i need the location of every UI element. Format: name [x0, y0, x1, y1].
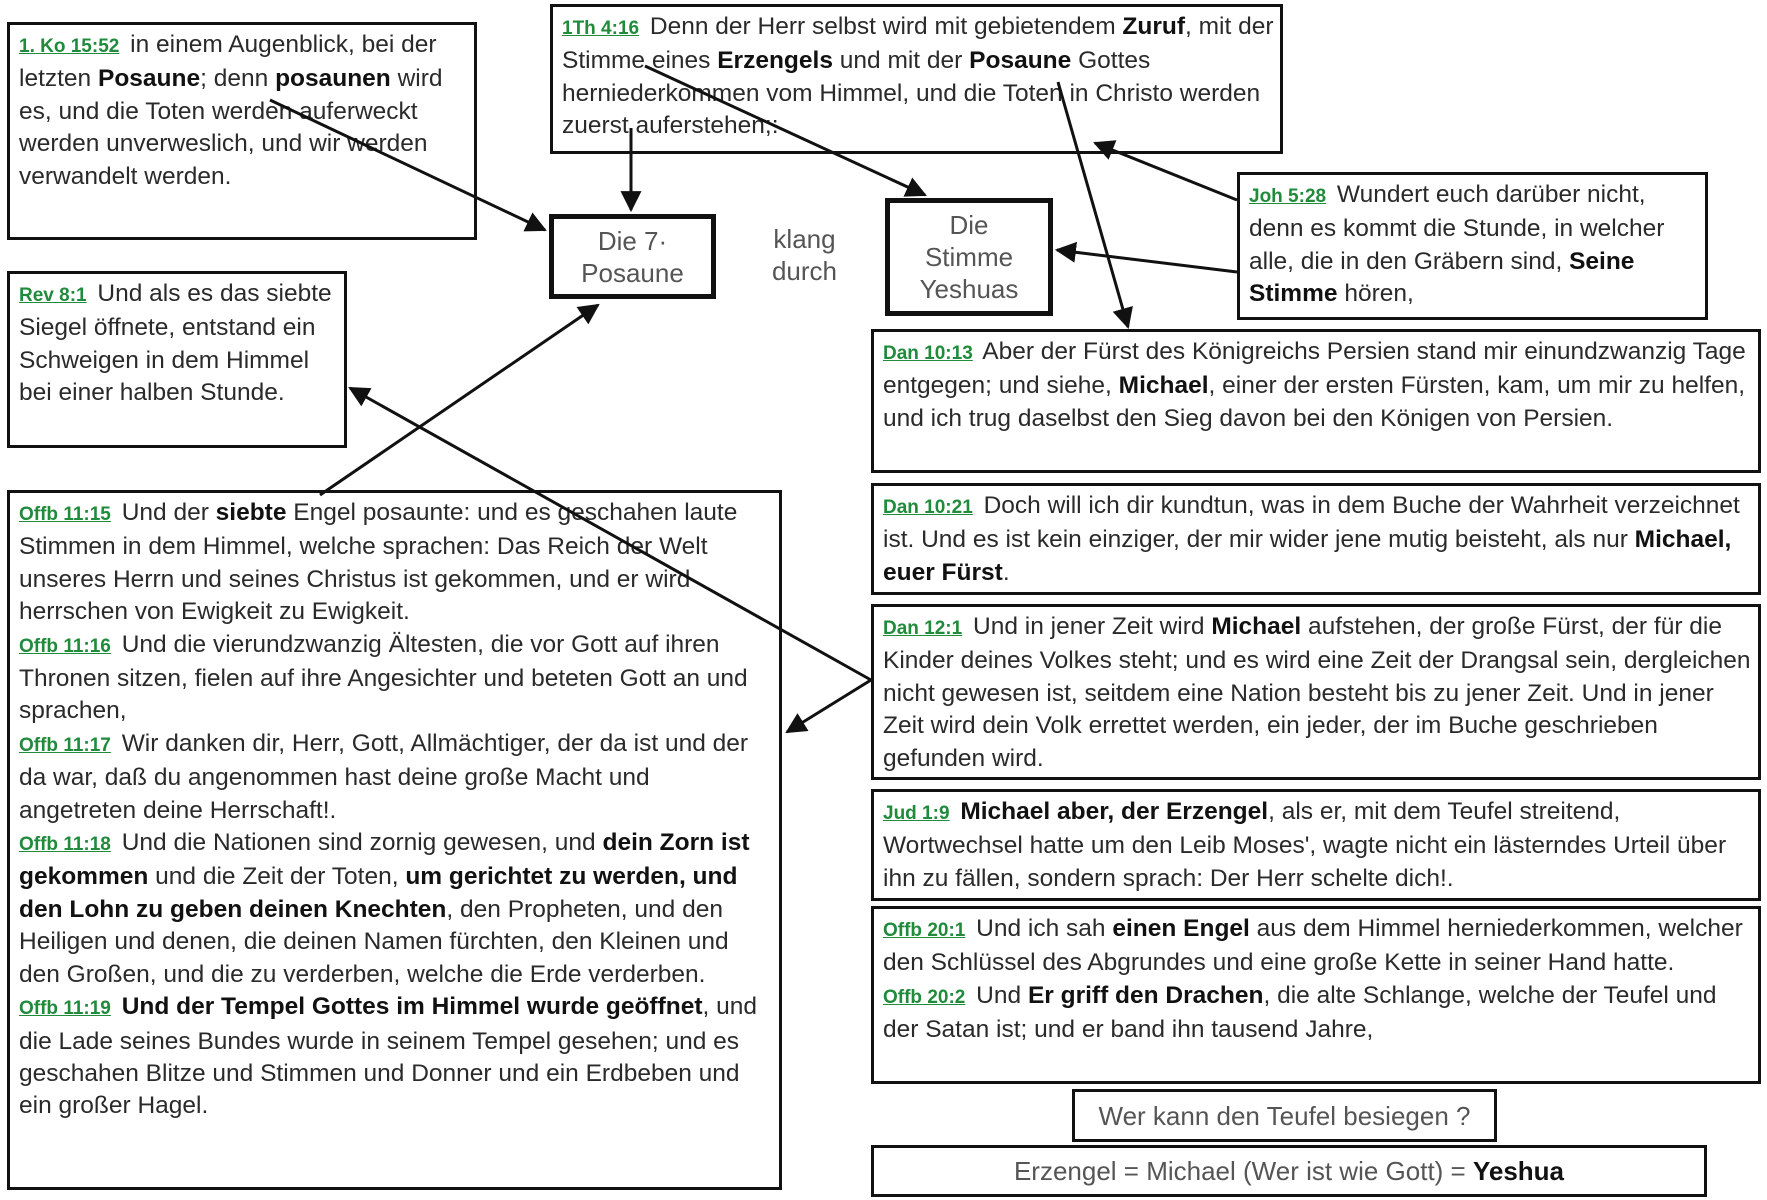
verse-ref-link[interactable]: Dan 12:1: [883, 618, 963, 639]
arrow-offb11-to-posaune: [320, 305, 598, 495]
node-die-stimme-yeshuas: Die Stimme Yeshuas: [885, 198, 1053, 316]
verse-box-1th-4-16: 1Th 4:16 Denn der Herr selbst wird mit gebietendem Zuruf, mit der Stimme eines Erzengels und mit der Posaune Gottes herniederkommen vom Himmel, und die Toten in Christo werden zuerst auferstehen;:: [550, 4, 1283, 154]
verse-ref-link[interactable]: Offb 11:18: [19, 834, 111, 856]
verse-box-offb-20: Offb 20:1 Und ich sah einen Engel aus dem Himmel herniederkommen, welcher den Schlüssel des Abgrundes und eine große Kette in seiner Hand hatte. Offb 20:2 Und Er griff den Drachen, die alte Schlange, welche der Teufel und der Satan ist; und er band ihn tausend Jahre,: [871, 906, 1761, 1084]
verse-box-rev-8-1: Rev 8:1 Und als es das siebte Siegel öffnete, entstand ein Schweigen in dem Himmel bei einer halben Stunde.: [7, 271, 347, 448]
verse-box-dan-10-13: Dan 10:13 Aber der Fürst des Königreichs Persien stand mir einundzwanzig Tage entgegen; und siehe, Michael, einer der ersten Fürsten, kam, um mir zu helfen, und ich trug daselbst den Sieg davon bei den Königen von Persien.: [871, 329, 1761, 473]
verse-ref-link[interactable]: Jud 1:9: [883, 803, 950, 824]
verse-box-offb-11: Offb 11:15 Und der siebte Engel posaunte: und es geschahen laute Stimmen in dem Himmel, welche sprachen: Das Reich der Welt unseres Herrn und seines Christus ist gekommen, und er wird herrschen von Ewigkeit zu Ewigkeit. Offb 11:16 Und die vierundzwanzig Ältesten, die vor Gott auf ihren Thronen sitzen, fielen auf ihre Angesichter und beteten Gott an und sprachen, Offb 11:17 Wir danken dir, Herr, Gott, Allmächtiger, der da ist und der da war, daß du angenommen hast deine große Macht und angetreten deine Herrschaft!. Offb 11:18 Und die Nationen sind zornig gewesen, und dein Zorn ist gekommen und die Zeit der Toten, um gerichtet zu werden, und den Lohn zu geben deinen Knechten, den Propheten, und den Heiligen und denen, die deinen Namen fürchten, den Kleinen und den Großen, und die zu verderben, welche die Erde verderben. Offb 11:19 Und der Tempel Gottes im Himmel wurde geöffnet, und die Lade seines Bundes wurde in seinem Tempel gesehen; und es geschahen Blitze und Stimmen und Donner und ein Erdbeben und ein großer Hagel.: [7, 490, 782, 1190]
verse-ref-link[interactable]: Rev 8:1: [19, 285, 87, 306]
node-die-7-posaune: Die 7· Posaune: [549, 214, 716, 299]
verse-ref-link[interactable]: Offb 11:19: [19, 998, 111, 1020]
arrow-dan121-to-offb11: [787, 680, 871, 732]
verse-ref-link[interactable]: Dan 10:13: [883, 343, 973, 364]
verse-ref-link[interactable]: Offb 11:16: [19, 635, 111, 657]
verse-ref-link[interactable]: 1Th 4:16: [562, 18, 640, 39]
verse-ref-link[interactable]: 1. Ko 15:52: [19, 36, 120, 57]
verse-box-joh-5-28: Joh 5:28 Wundert euch darüber nicht, denn es kommt die Stunde, in welcher alle, die in den Gräbern sind, Seine Stimme hören,: [1237, 172, 1708, 320]
arrow-joh-to-stimme: [1057, 250, 1237, 272]
verse-ref-link[interactable]: Joh 5:28: [1249, 186, 1327, 207]
answer-box: Erzengel = Michael (Wer ist wie Gott) = Yeshua: [871, 1145, 1707, 1197]
question-box: Wer kann den Teufel besiegen ?: [1072, 1089, 1497, 1142]
verse-box-dan-10-21: Dan 10:21 Doch will ich dir kundtun, was in dem Buche der Wahrheit verzeichnet ist. Und es ist kein einziger, der mir wider jene mutig beisteht, als nur Michael, euer Fürst.: [871, 483, 1761, 595]
label-klang-durch: klang durch: [771, 224, 838, 286]
verse-ref-link[interactable]: Dan 10:21: [883, 497, 973, 518]
verse-ref-link[interactable]: Offb 11:15: [19, 504, 111, 525]
verse-box-1-ko-15-52: 1. Ko 15:52 in einem Augenblick, bei der letzten Posaune; denn posaunen wird es, und die Toten werden auferweckt werden unverweslich, und wir werden verwandelt werden.: [7, 22, 477, 240]
verse-box-dan-12-1: Dan 12:1 Und in jener Zeit wird Michael aufstehen, der große Fürst, der für die Kinder deines Volkes steht; und es wird eine Zeit der Drangsal sein, dergleichen nicht gewesen ist, seitdem eine Nation besteht bis zu jener Zeit. Und in jener Zeit wird dein Volk errettet werden, ein jeder, der im Buche geschrieben gefunden wird.: [871, 604, 1761, 780]
verse-box-jud-1-9: Jud 1:9 Michael aber, der Erzengel, als er, mit dem Teufel streitend, Wortwechsel hatte um den Leib Moses', wagte nicht ein lästerndes Urteil über ihn zu fällen, sondern sprach: Der Herr schelte dich!.: [871, 789, 1761, 901]
verse-ref-link[interactable]: Offb 20:1: [883, 920, 966, 941]
verse-ref-link[interactable]: Offb 11:17: [19, 734, 111, 756]
verse-ref-link[interactable]: Offb 20:2: [883, 986, 966, 1008]
